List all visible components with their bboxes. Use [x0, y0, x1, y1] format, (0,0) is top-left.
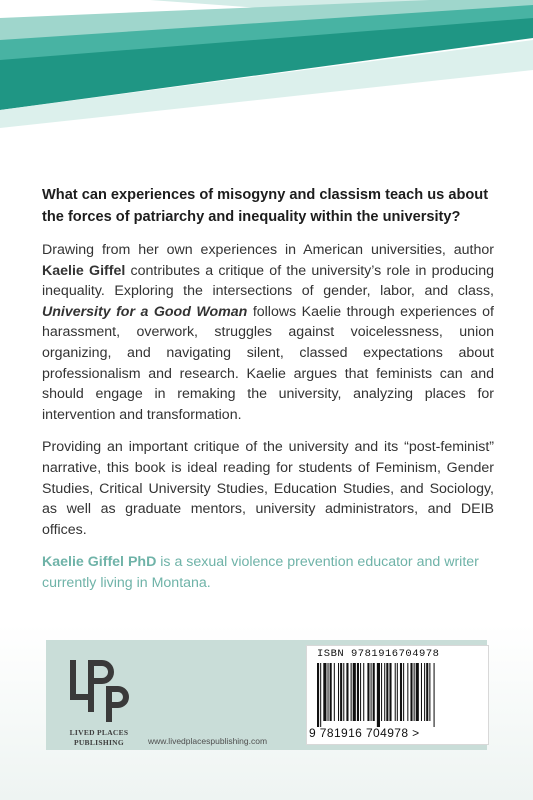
barcode-bar [371, 663, 372, 721]
barcode-bar [377, 663, 380, 727]
bio-name: Kaelie Giffel PhD [42, 554, 157, 571]
blurb-paragraph-2: Providing an important critique of the university and its “post-feminist” narrative, this book is ideal reading for students of Feminism, Gender Studies, Critical University Studies, Education Studies, and Sociology, as well as graduate mentors, university administrators, and DEIB offices. [42, 439, 494, 538]
barcode-digits: 9 781916 704978 > [309, 726, 420, 740]
p1-text-c: follows Kaelie through experiences of harassment, overwork, struggles against voicelessness, union organizing, and navigating silent, classed expectations about professionalism and research. Kaelie argues that feminists can and should engage in remaking the university, analyzing places for intervention and transformation. [42, 303, 494, 423]
p1-text-a: Drawing from her own experiences in American universities, author [42, 242, 494, 258]
lpp-logo-icon [64, 652, 134, 728]
barcode-bar [330, 663, 332, 721]
barcode-bar [429, 663, 430, 721]
blurb-headline: What can experiences of misogyny and classism teach us about the forces of patriarchy and inequality within the university? [42, 187, 489, 225]
barcode-bar [434, 663, 435, 727]
barcode-bar [421, 663, 422, 721]
barcode-bar [389, 663, 391, 721]
barcode-bar [381, 663, 382, 721]
bio-text: is a sexual violence prevention educator and writer currently living in Montana. [42, 554, 479, 591]
barcode-bar [367, 663, 369, 721]
barcode-bar [338, 663, 339, 721]
blurb [42, 184, 494, 594]
author-name: Kaelie Giffel [42, 262, 126, 279]
barcode-bar [343, 663, 344, 721]
barcode-bar [320, 663, 321, 727]
barcode-bar [357, 663, 359, 721]
barcode-bar [395, 663, 396, 721]
barcode-bar [424, 663, 425, 721]
barcode-bar [400, 663, 402, 721]
barcode-bar [323, 663, 326, 721]
barcode-bar [410, 663, 412, 721]
barcode-bar [414, 663, 415, 721]
author-bio [42, 552, 494, 593]
barcode-bar [384, 663, 385, 721]
barcode-bar [403, 663, 404, 721]
decorative-stripes [0, 0, 533, 130]
barcode-bar [373, 663, 375, 721]
barcode-bar [360, 663, 361, 721]
barcode-bar [317, 663, 319, 727]
barcode-bar [416, 663, 419, 721]
barcode-bar [351, 663, 352, 721]
barcode-bars [317, 663, 477, 727]
blurb-paragraph-1 [42, 240, 494, 425]
p1-text-b: contributes a critique of the university’s role in producing inequality. Exploring the intersections of gender, labor, and class, [42, 262, 494, 300]
barcode-bar [407, 663, 408, 721]
publisher-logo [64, 652, 134, 752]
barcode-bar [386, 663, 388, 721]
publisher-name-line2: PUBLISHING [73, 738, 125, 747]
publisher-website: www.livedplacespublishing.com [148, 736, 268, 746]
isbn-barcode [306, 645, 489, 745]
barcode-bar [363, 663, 364, 721]
barcode-bar [397, 663, 398, 721]
publisher-name-line1: LIVED PLACES [69, 728, 129, 737]
barcode-bar [328, 663, 329, 721]
barcode-bar [334, 663, 335, 721]
barcode-bar [426, 663, 428, 721]
barcode-bar [353, 663, 356, 721]
book-title: University for a Good Woman [42, 303, 248, 320]
barcode-bar [346, 663, 348, 721]
barcode-bar [340, 663, 342, 721]
isbn-label: ISBN 9781916704978 [317, 648, 440, 660]
